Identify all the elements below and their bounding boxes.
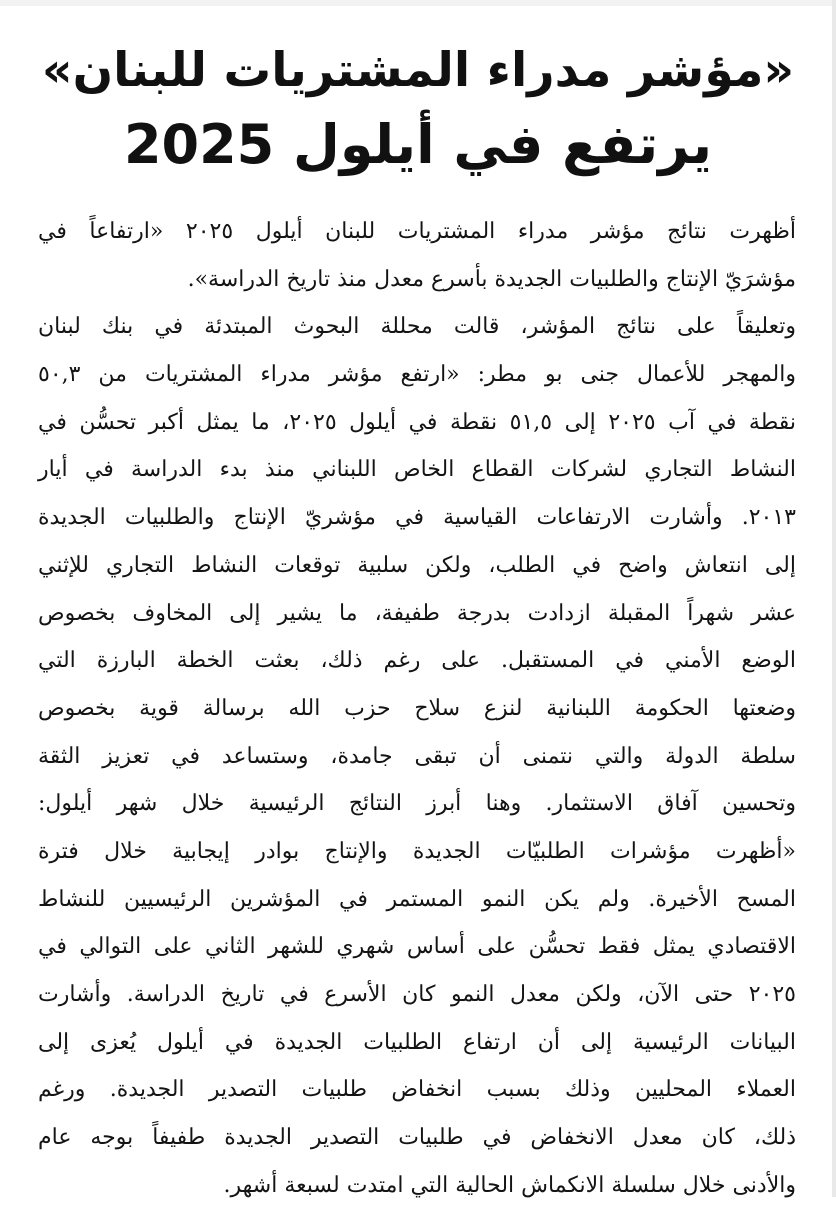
top-rule xyxy=(0,0,836,6)
body-line: الوضع الأمني في المستقبل. على رغم ذلك، بعثت الخطة البارزة التي xyxy=(38,648,796,674)
body-line: نقطة في آب ٢٠٢٥ إلى ٥١,٥ نقطة في أيلول ٢٠٢٥، ما يمثل أكبر تحسُّن في xyxy=(38,409,797,435)
body-line: مؤشرَيّ الإنتاج والطلبيات الجديدة بأسرع معدل منذ تاريخ الدراسة». xyxy=(187,266,796,292)
body-line: والمهجر للأعمال جنى بو مطر: «ارتفع مؤشر مدراء المشتريات من ٥٠,٣ xyxy=(38,362,796,388)
body-line: ٢٠٢٥ حتى الآن، ولكن معدل النمو كان الأسرع في تاريخ الدراسة. وأشارت xyxy=(38,982,796,1007)
body-line: ذلك، كان معدل الانخفاض في طلبيات التصدير الجديدة طفيفاً بوجه عام xyxy=(38,1125,796,1151)
body-line: سلطة الدولة والتي نتمنى أن تبقى جامدة، وستساعد في تعزيز الثقة xyxy=(38,743,796,769)
body-line: عشر شهراً المقبلة ازدادت بدرجة طفيفة، ما يشير إلى المخاوف بخصوص xyxy=(38,600,796,626)
article-body xyxy=(38,208,796,1209)
body-line: وتعليقاً على نتائج المؤشر، قالت محللة البحوث المبتدئة في بنك لبنان xyxy=(38,314,796,340)
body-line: والأدنى خلال سلسلة الانكماش الحالية التي امتدت لسبعة أشهر. xyxy=(223,1172,796,1198)
body-line: ٢٠١٣. وأشارت الارتفاعات القياسية في مؤشريّ الإنتاج والطلبيات الجديدة xyxy=(38,505,796,531)
body-line: المسح الأخيرة. ولم يكن النمو المستمر في المؤشرين الرئيسيين للنشاط xyxy=(38,886,796,912)
headline-line: «مؤشر مدراء المشتريات للبنان» xyxy=(41,43,795,98)
body-line: أظهرت نتائج مؤشر مدراء المشتريات للبنان أيلول ٢٠٢٥ «ارتفاعاً في xyxy=(38,219,796,244)
body-line: العملاء المحليين وذلك بسبب انخفاض طلبيات التصدير الجديدة. ورغم xyxy=(38,1077,796,1103)
headline-line: يرتفع في أيلول 2025 xyxy=(123,113,713,176)
body-line: وتحسين آفاق الاستثمار. وهنا أبرز النتائج الرئيسية خلال شهر أيلول: xyxy=(38,791,796,817)
body-line: النشاط التجاري لشركات القطاع الخاص اللبناني منذ بدء الدراسة في أيار xyxy=(38,457,796,483)
body-line: الاقتصادي يمثل فقط تحسُّن على أساس شهري للشهر الثاني على التوالي في xyxy=(38,934,796,960)
article-headline xyxy=(40,34,796,182)
page-edge xyxy=(832,0,836,1197)
body-line: «أظهرت مؤشرات الطلبيّات الجديدة والإنتاج بوادر إيجابية خلال فترة xyxy=(38,838,796,864)
body-line: وضعتها الحكومة اللبنانية لنزع سلاح حزب الله برسالة قوية بخصوص xyxy=(38,695,796,721)
body-line: البيانات الرئيسية إلى أن ارتفاع الطلبيات الجديدة في أيلول يُعزى إلى xyxy=(38,1029,796,1055)
body-line: إلى انتعاش واضح في الطلب، ولكن سلبية توقعات النشاط التجاري للإثني xyxy=(38,552,796,578)
